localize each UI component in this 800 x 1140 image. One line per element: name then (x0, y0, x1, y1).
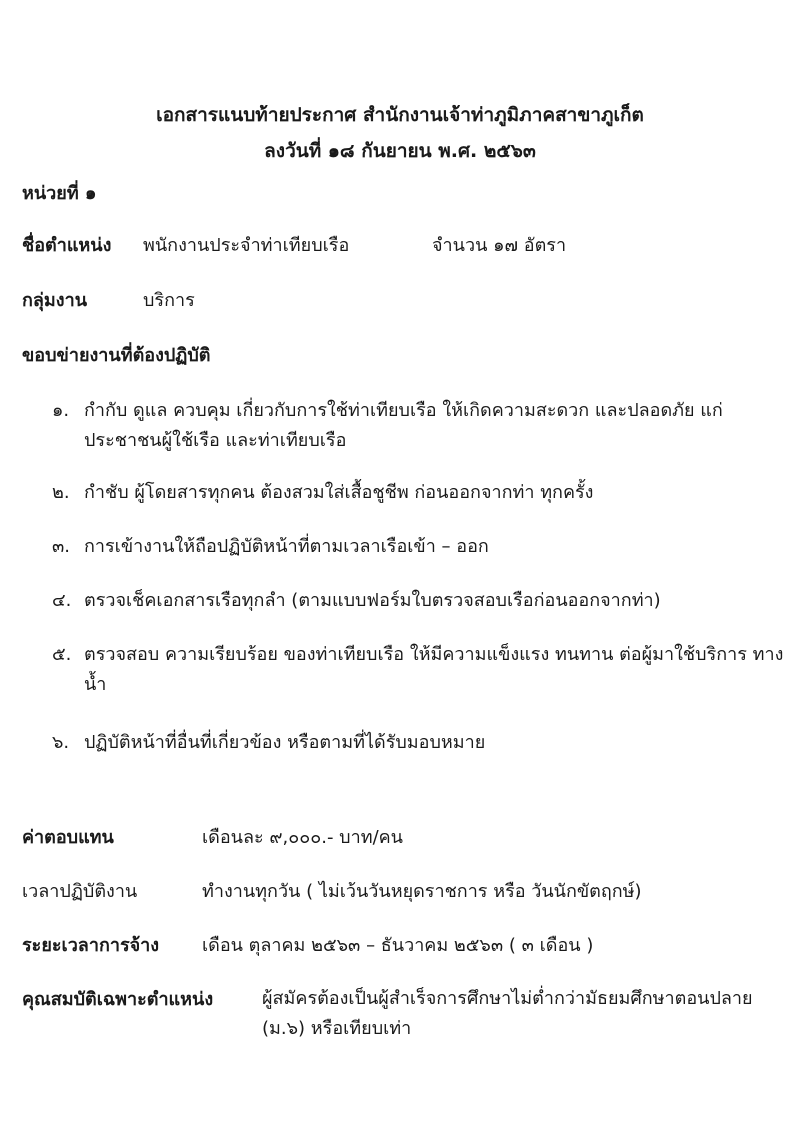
employment-period-label: ระยะเวลาการจ้าง (22, 935, 160, 956)
scope-item-text: ตรวจสอบ ความเรียบร้อย ของท่าเทียบเรือ ให้มีความแข็งแรง ทนทาน ต่อผู้มาใช้บริการ ทางน้ำ (84, 644, 784, 695)
employment-period-value: เดือน ตุลาคม ๒๕๖๓ – ธันวาคม ๒๕๖๓ ( ๓ เดือน ) (202, 935, 594, 956)
scope-item-number: ๖. (52, 732, 70, 753)
position-label: ชื่อตำแหน่ง (22, 235, 112, 256)
position-count: จำนวน ๑๗ อัตรา (432, 235, 567, 256)
scope-item-text: กำชับ ผู้โดยสารทุกคน ต้องสวมใส่เสื้อชูชีพ ก่อนออกจากท่า ทุกครั้ง (84, 482, 594, 503)
compensation-label: ค่าตอบแทน (22, 827, 114, 848)
scope-item-number: ๔. (52, 590, 72, 611)
header-line-1: เอกสารแนบท้ายประกาศ สำนักงานเจ้าท่าภูมิภาคสาขาภูเก็ต (156, 104, 644, 126)
scope-heading: ขอบข่ายงานที่ต้องปฏิบัติ (22, 345, 211, 366)
group-label: กลุ่มงาน (22, 290, 87, 311)
unit-label: หน่วยที่ ๑ (22, 183, 97, 204)
qualification-value: ผู้สมัครต้องเป็นผู้สำเร็จการศึกษาไม่ต่ำกว่ามัธยมศึกษาตอนปลาย (ม.๖) หรือเทียบเท่า (262, 988, 753, 1039)
scope-item-number: ๕. (52, 644, 72, 665)
scope-item-text: การเข้างานให้ถือปฏิบัติหน้าที่ตามเวลาเรือเข้า – ออก (84, 536, 489, 557)
qualification-label: คุณสมบัติเฉพาะตำแหน่ง (22, 989, 214, 1010)
work-time-label: เวลาปฏิบัติงาน (22, 881, 138, 902)
work-time-value: ทำงานทุกวัน ( ไม่เว้นวันหยุดราชการ หรือ วันนักขัตฤกษ์) (202, 881, 642, 902)
scope-item-number: ๑. (52, 400, 70, 421)
scope-item-text: กำกับ ดูแล ควบคุม เกี่ยวกับการใช้ท่าเทียบเรือ ให้เกิดความสะดวก และปลอดภัย แก่ประชาชนผู้ใช้เรือ และท่าเทียบเรือ (84, 400, 723, 451)
scope-item-number: ๓. (52, 536, 71, 557)
scope-item-number: ๒. (52, 482, 70, 503)
header-line-2: ลงวันที่ ๑๘ กันยายน พ.ศ. ๒๕๖๓ (264, 140, 536, 162)
compensation-value: เดือนละ ๙,๐๐๐.- บาท/คน (202, 827, 403, 848)
scope-item-text: ตรวจเช็คเอกสารเรือทุกลำ (ตามแบบฟอร์มใบตรวจสอบเรือก่อนออกจากท่า) (84, 590, 661, 611)
position-value: พนักงานประจำท่าเทียบเรือ (143, 235, 350, 256)
scope-item-text: ปฏิบัติหน้าที่อื่นที่เกี่ยวข้อง หรือตามที่ได้รับมอบหมาย (84, 732, 486, 753)
group-value: บริการ (143, 290, 195, 311)
